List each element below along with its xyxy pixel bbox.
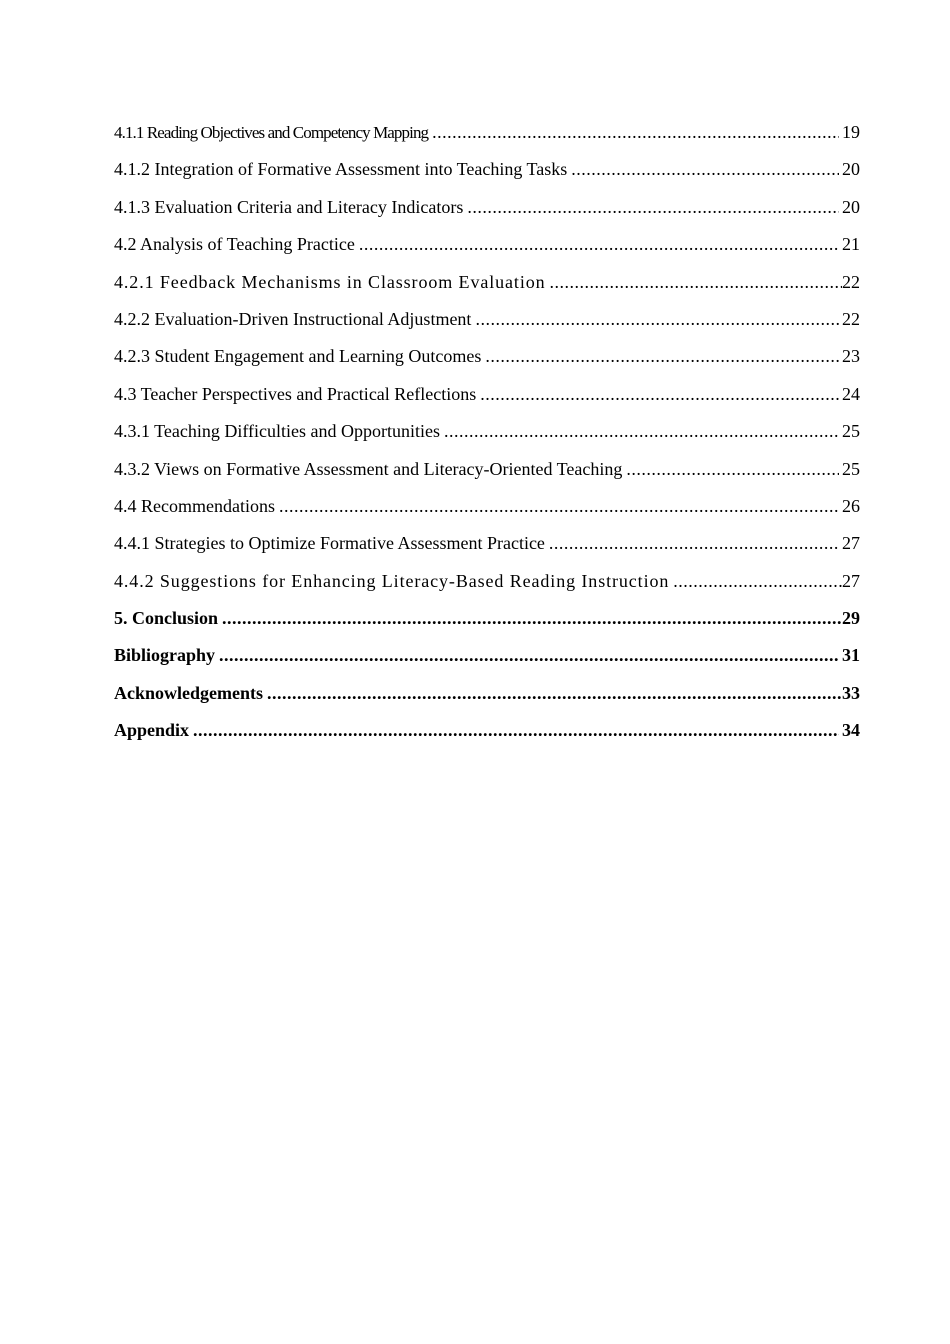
toc-entry-title: 4.4.2 Suggestions for Enhancing Literacy-Based Reading Instruction — [114, 570, 670, 591]
toc-entry-4-2-3[interactable] — [114, 338, 860, 375]
toc-dot-leader — [222, 600, 842, 637]
toc-dot-leader — [432, 114, 839, 151]
toc-entry-title: 4.1.1 Reading Objectives and Competency Mapping — [114, 123, 429, 142]
toc-entry-title: 4.4.1 Strategies to Optimize Formative Assessment Practice — [114, 533, 545, 554]
toc-entry-title: 4.2 Analysis of Teaching Practice — [114, 234, 355, 255]
toc-entry-title: 4.3.1 Teaching Difficulties and Opportunities — [114, 421, 441, 442]
toc-dot-leader — [359, 226, 839, 263]
toc-dot-leader — [673, 563, 842, 600]
toc-entry-title: 4.2.3 Student Engagement and Learning Outcomes — [114, 346, 482, 367]
toc-dot-leader — [550, 264, 842, 301]
table-of-contents — [114, 114, 860, 750]
toc-entry-page: 22 — [842, 308, 860, 329]
toc-entry-page: 23 — [842, 346, 860, 367]
toc-entry-4-1-2[interactable] — [114, 151, 860, 188]
toc-entry-4-1-3[interactable] — [114, 189, 860, 226]
toc-entry-acknowledgements[interactable] — [114, 675, 860, 712]
toc-entry-4-3-1[interactable] — [114, 413, 860, 450]
toc-entry-page: 24 — [842, 383, 860, 404]
toc-entry-page: 29 — [842, 608, 860, 629]
toc-entry-title: 4.2.1 Feedback Mechanisms in Classroom Evaluation — [114, 271, 546, 292]
toc-entry-4-4-2[interactable] — [114, 563, 860, 600]
toc-entry-4-2-1[interactable] — [114, 264, 860, 301]
toc-entry-page: 31 — [842, 645, 860, 666]
toc-entry-4-1-1[interactable] — [114, 114, 860, 151]
toc-entry-4-3[interactable] — [114, 376, 860, 413]
toc-entry-4-4[interactable] — [114, 488, 860, 525]
toc-entry-page: 27 — [842, 570, 860, 591]
toc-entry-title: 5. Conclusion — [114, 608, 219, 629]
toc-dot-leader — [475, 301, 839, 338]
toc-entry-page: 25 — [842, 458, 860, 479]
toc-entry-page: 33 — [842, 682, 860, 703]
toc-entry-appendix[interactable] — [114, 712, 860, 749]
toc-entry-title: 4.3.2 Views on Formative Assessment and Literacy-Oriented Teaching — [114, 458, 623, 479]
toc-entry-page: 34 — [842, 720, 860, 741]
toc-dot-leader — [267, 675, 842, 712]
toc-entry-page: 25 — [842, 421, 860, 442]
toc-entry-4-2[interactable] — [114, 226, 860, 263]
toc-dot-leader — [219, 637, 839, 674]
toc-dot-leader — [626, 451, 839, 488]
toc-entry-title: 4.1.3 Evaluation Criteria and Literacy Indicators — [114, 196, 464, 217]
toc-entry-page: 19 — [842, 122, 860, 142]
toc-entry-page: 26 — [842, 495, 860, 516]
toc-entry-4-3-2[interactable] — [114, 451, 860, 488]
toc-entry-conclusion[interactable] — [114, 600, 860, 637]
toc-dot-leader — [571, 151, 839, 188]
toc-entry-page: 27 — [842, 533, 860, 554]
toc-entry-4-2-2[interactable] — [114, 301, 860, 338]
toc-dot-leader — [444, 413, 839, 450]
toc-entry-page: 20 — [842, 196, 860, 217]
toc-dot-leader — [467, 189, 839, 226]
toc-entry-title: Acknowledgements — [114, 682, 263, 703]
toc-dot-leader — [193, 712, 839, 749]
toc-entry-title: 4.2.2 Evaluation-Driven Instructional Adjustment — [114, 308, 472, 329]
toc-entry-bibliography[interactable] — [114, 637, 860, 674]
toc-entry-title: Appendix — [114, 720, 190, 741]
toc-dot-leader — [480, 376, 839, 413]
toc-dot-leader — [279, 488, 839, 525]
toc-entry-title: 4.1.2 Integration of Formative Assessment into Teaching Tasks — [114, 159, 568, 180]
toc-entry-page: 21 — [842, 234, 860, 255]
toc-dot-leader — [485, 338, 839, 375]
toc-entry-title: 4.3 Teacher Perspectives and Practical Reflections — [114, 383, 477, 404]
toc-entry-title: Bibliography — [114, 645, 216, 666]
toc-dot-leader — [549, 525, 839, 562]
toc-entry-4-4-1[interactable] — [114, 525, 860, 562]
toc-entry-title: 4.4 Recommendations — [114, 495, 275, 516]
toc-entry-page: 22 — [842, 271, 860, 292]
toc-entry-page: 20 — [842, 159, 860, 180]
